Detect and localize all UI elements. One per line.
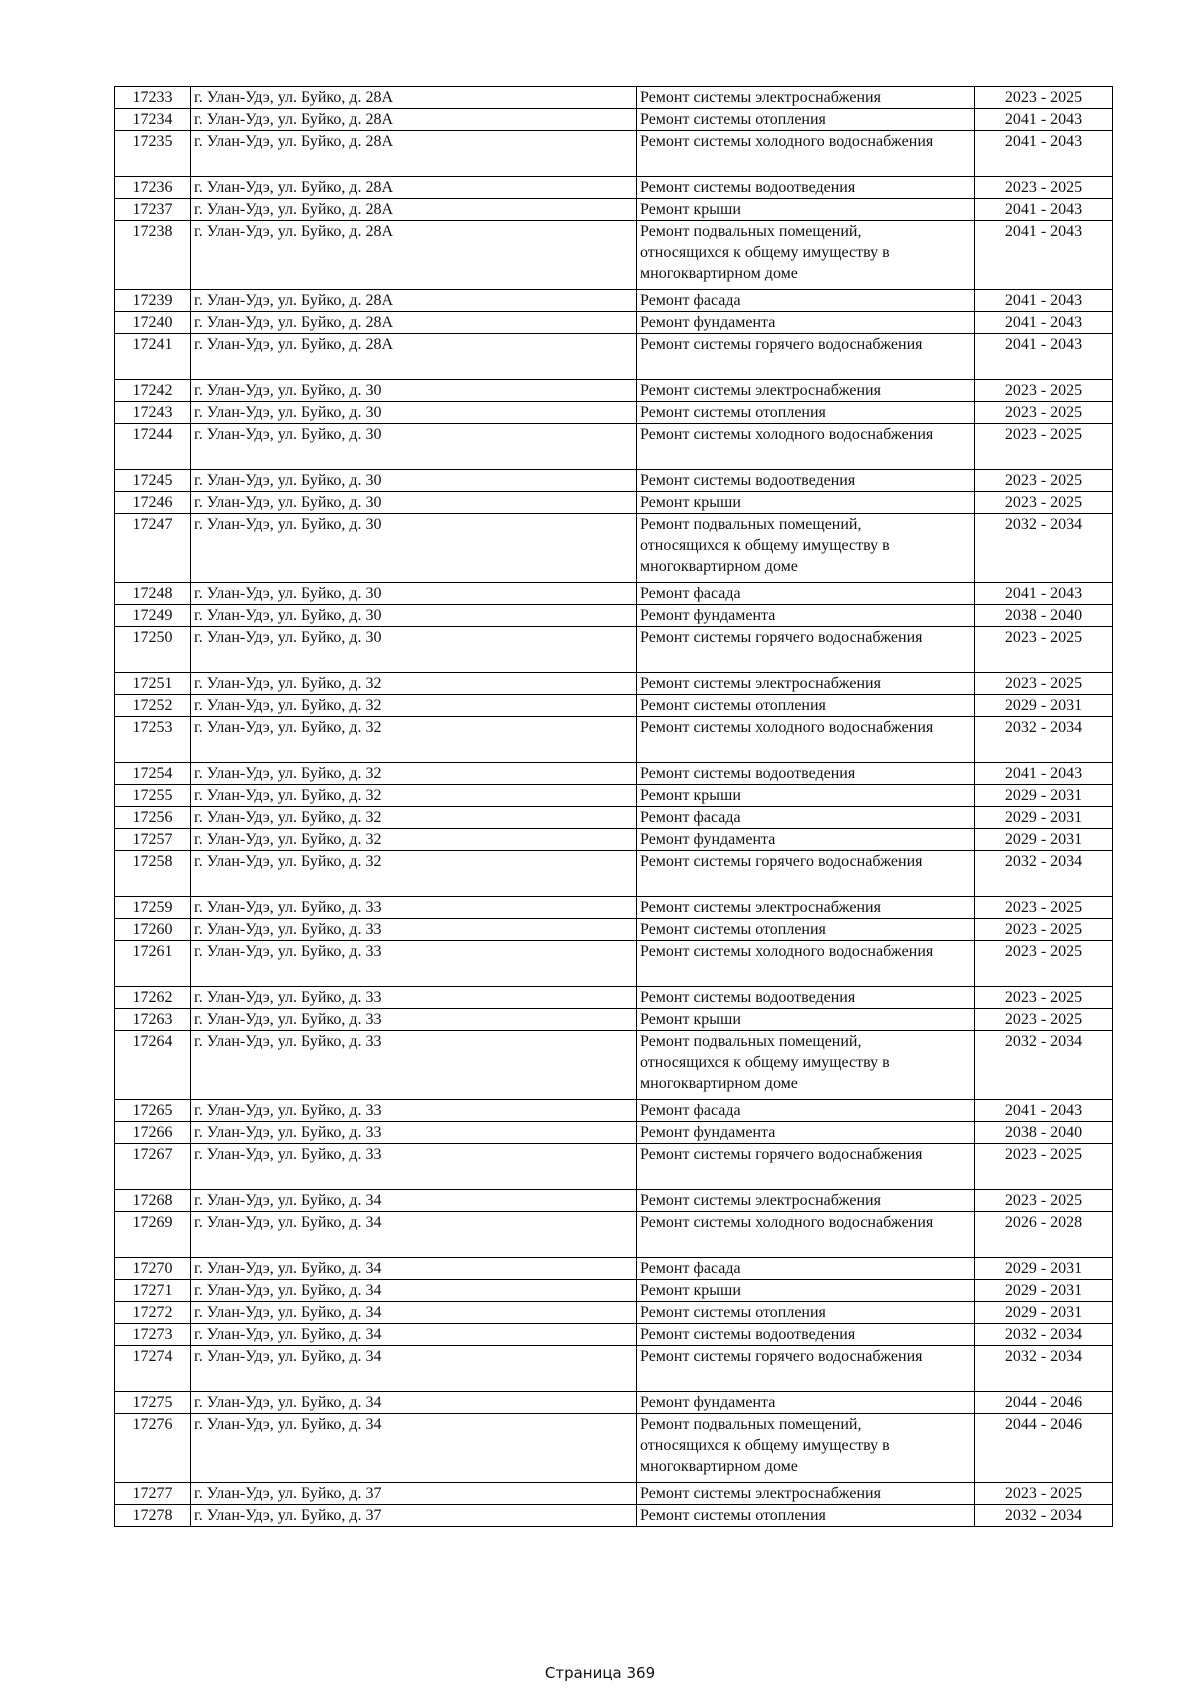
row-number-cell: 17254 — [115, 763, 191, 785]
period-cell: 2041 - 2043 — [975, 583, 1113, 605]
work-type-cell: Ремонт фундамента — [637, 829, 975, 851]
period-cell: 2044 - 2046 — [975, 1414, 1113, 1483]
table-row — [115, 221, 1113, 290]
table-row — [115, 605, 1113, 627]
row-number-cell: 17237 — [115, 199, 191, 221]
address-cell: г. Улан-Удэ, ул. Буйко, д. 30 — [191, 424, 637, 470]
work-type-cell: Ремонт системы электроснабжения — [637, 897, 975, 919]
period-cell: 2041 - 2043 — [975, 1100, 1113, 1122]
work-type-cell: Ремонт системы холодного водоснабжения — [637, 1212, 975, 1258]
work-type-cell: Ремонт крыши — [637, 199, 975, 221]
table-row — [115, 424, 1113, 470]
address-cell: г. Улан-Удэ, ул. Буйко, д. 30 — [191, 380, 637, 402]
table-row — [115, 1346, 1113, 1392]
period-cell: 2041 - 2043 — [975, 290, 1113, 312]
address-cell: г. Улан-Удэ, ул. Буйко, д. 30 — [191, 402, 637, 424]
address-cell: г. Улан-Удэ, ул. Буйко, д. 28А — [191, 109, 637, 131]
row-number-cell: 17233 — [115, 87, 191, 109]
table-row — [115, 829, 1113, 851]
table-row — [115, 1190, 1113, 1212]
table-row — [115, 1324, 1113, 1346]
period-cell: 2032 - 2034 — [975, 1505, 1113, 1527]
period-cell: 2023 - 2025 — [975, 1144, 1113, 1190]
row-number-cell: 17264 — [115, 1031, 191, 1100]
address-cell: г. Улан-Удэ, ул. Буйко, д. 32 — [191, 695, 637, 717]
work-type-cell: Ремонт фасада — [637, 290, 975, 312]
period-cell: 2041 - 2043 — [975, 221, 1113, 290]
work-type-cell: Ремонт системы электроснабжения — [637, 1190, 975, 1212]
address-cell: г. Улан-Удэ, ул. Буйко, д. 28А — [191, 312, 637, 334]
period-cell: 2023 - 2025 — [975, 1483, 1113, 1505]
work-type-cell: Ремонт подвальных помещений, относящихся к общему имуществу в многоквартирном доме — [637, 1031, 975, 1100]
period-cell: 2044 - 2046 — [975, 1392, 1113, 1414]
period-cell: 2041 - 2043 — [975, 199, 1113, 221]
table-row — [115, 290, 1113, 312]
work-type-cell: Ремонт системы отопления — [637, 1302, 975, 1324]
row-number-cell: 17253 — [115, 717, 191, 763]
address-cell: г. Улан-Удэ, ул. Буйко, д. 33 — [191, 1144, 637, 1190]
period-cell: 2023 - 2025 — [975, 627, 1113, 673]
row-number-cell: 17248 — [115, 583, 191, 605]
table-row — [115, 1212, 1113, 1258]
address-cell: г. Улан-Удэ, ул. Буйко, д. 33 — [191, 941, 637, 987]
row-number-cell: 17250 — [115, 627, 191, 673]
address-cell: г. Улан-Удэ, ул. Буйко, д. 37 — [191, 1483, 637, 1505]
work-type-cell: Ремонт крыши — [637, 785, 975, 807]
period-cell: 2023 - 2025 — [975, 87, 1113, 109]
table-row — [115, 717, 1113, 763]
address-cell: г. Улан-Удэ, ул. Буйко, д. 34 — [191, 1392, 637, 1414]
row-number-cell: 17268 — [115, 1190, 191, 1212]
address-cell: г. Улан-Удэ, ул. Буйко, д. 32 — [191, 763, 637, 785]
work-type-cell: Ремонт подвальных помещений, относящихся к общему имуществу в многоквартирном доме — [637, 514, 975, 583]
work-type-cell: Ремонт системы горячего водоснабжения — [637, 1144, 975, 1190]
address-cell: г. Улан-Удэ, ул. Буйко, д. 34 — [191, 1258, 637, 1280]
address-cell: г. Улан-Удэ, ул. Буйко, д. 34 — [191, 1414, 637, 1483]
address-cell: г. Улан-Удэ, ул. Буйко, д. 28А — [191, 177, 637, 199]
row-number-cell: 17245 — [115, 470, 191, 492]
work-type-cell: Ремонт системы холодного водоснабжения — [637, 424, 975, 470]
row-number-cell: 17256 — [115, 807, 191, 829]
period-cell: 2029 - 2031 — [975, 1302, 1113, 1324]
period-cell: 2023 - 2025 — [975, 402, 1113, 424]
row-number-cell: 17258 — [115, 851, 191, 897]
work-type-cell: Ремонт системы отопления — [637, 109, 975, 131]
row-number-cell: 17244 — [115, 424, 191, 470]
address-cell: г. Улан-Удэ, ул. Буйко, д. 34 — [191, 1302, 637, 1324]
table-row — [115, 1302, 1113, 1324]
address-cell: г. Улан-Удэ, ул. Буйко, д. 30 — [191, 492, 637, 514]
table-row — [115, 897, 1113, 919]
table-row — [115, 941, 1113, 987]
work-type-cell: Ремонт фундамента — [637, 1392, 975, 1414]
period-cell: 2023 - 2025 — [975, 1009, 1113, 1031]
row-number-cell: 17249 — [115, 605, 191, 627]
table-row — [115, 1100, 1113, 1122]
address-cell: г. Улан-Удэ, ул. Буйко, д. 34 — [191, 1190, 637, 1212]
work-type-cell: Ремонт системы отопления — [637, 695, 975, 717]
period-cell: 2029 - 2031 — [975, 807, 1113, 829]
period-cell: 2023 - 2025 — [975, 919, 1113, 941]
address-cell: г. Улан-Удэ, ул. Буйко, д. 30 — [191, 605, 637, 627]
work-type-cell: Ремонт фасада — [637, 807, 975, 829]
work-type-cell: Ремонт фасада — [637, 1100, 975, 1122]
row-number-cell: 17266 — [115, 1122, 191, 1144]
work-type-cell: Ремонт фундамента — [637, 1122, 975, 1144]
period-cell: 2041 - 2043 — [975, 763, 1113, 785]
row-number-cell: 17234 — [115, 109, 191, 131]
row-number-cell: 17272 — [115, 1302, 191, 1324]
period-cell: 2041 - 2043 — [975, 109, 1113, 131]
row-number-cell: 17252 — [115, 695, 191, 717]
work-type-cell: Ремонт системы горячего водоснабжения — [637, 627, 975, 673]
work-type-cell: Ремонт системы электроснабжения — [637, 1483, 975, 1505]
capital-repair-table — [114, 86, 1113, 1527]
work-type-cell: Ремонт системы электроснабжения — [637, 380, 975, 402]
row-number-cell: 17246 — [115, 492, 191, 514]
work-type-cell: Ремонт системы водоотведения — [637, 987, 975, 1009]
period-cell: 2032 - 2034 — [975, 851, 1113, 897]
table-row — [115, 199, 1113, 221]
period-cell: 2029 - 2031 — [975, 785, 1113, 807]
work-type-cell: Ремонт системы водоотведения — [637, 470, 975, 492]
address-cell: г. Улан-Удэ, ул. Буйко, д. 28А — [191, 131, 637, 177]
row-number-cell: 17247 — [115, 514, 191, 583]
table-row — [115, 177, 1113, 199]
row-number-cell: 17274 — [115, 1346, 191, 1392]
table-row — [115, 851, 1113, 897]
work-type-cell: Ремонт системы отопления — [637, 1505, 975, 1527]
row-number-cell: 17239 — [115, 290, 191, 312]
work-type-cell: Ремонт системы холодного водоснабжения — [637, 717, 975, 763]
period-cell: 2032 - 2034 — [975, 1324, 1113, 1346]
work-type-cell: Ремонт фасада — [637, 583, 975, 605]
table-row — [115, 402, 1113, 424]
period-cell: 2029 - 2031 — [975, 1280, 1113, 1302]
table-row — [115, 470, 1113, 492]
table-row — [115, 1505, 1113, 1527]
table-row — [115, 583, 1113, 605]
address-cell: г. Улан-Удэ, ул. Буйко, д. 33 — [191, 919, 637, 941]
address-cell: г. Улан-Удэ, ул. Буйко, д. 34 — [191, 1346, 637, 1392]
table-row — [115, 1122, 1113, 1144]
period-cell: 2023 - 2025 — [975, 470, 1113, 492]
row-number-cell: 17260 — [115, 919, 191, 941]
period-cell: 2026 - 2028 — [975, 1212, 1113, 1258]
period-cell: 2023 - 2025 — [975, 177, 1113, 199]
page-number: Страница 369 — [544, 1664, 656, 1682]
table-row — [115, 380, 1113, 402]
address-cell: г. Улан-Удэ, ул. Буйко, д. 30 — [191, 583, 637, 605]
period-cell: 2041 - 2043 — [975, 131, 1113, 177]
period-cell: 2029 - 2031 — [975, 829, 1113, 851]
period-cell: 2032 - 2034 — [975, 1346, 1113, 1392]
row-number-cell: 17276 — [115, 1414, 191, 1483]
row-number-cell: 17263 — [115, 1009, 191, 1031]
address-cell: г. Улан-Удэ, ул. Буйко, д. 32 — [191, 807, 637, 829]
address-cell: г. Улан-Удэ, ул. Буйко, д. 33 — [191, 1122, 637, 1144]
period-cell: 2032 - 2034 — [975, 1031, 1113, 1100]
work-type-cell: Ремонт системы холодного водоснабжения — [637, 941, 975, 987]
address-cell: г. Улан-Удэ, ул. Буйко, д. 28А — [191, 221, 637, 290]
table-row — [115, 312, 1113, 334]
period-cell: 2023 - 2025 — [975, 941, 1113, 987]
table-row — [115, 919, 1113, 941]
address-cell: г. Улан-Удэ, ул. Буйко, д. 33 — [191, 897, 637, 919]
table-row — [115, 1144, 1113, 1190]
address-cell: г. Улан-Удэ, ул. Буйко, д. 28А — [191, 334, 637, 380]
address-cell: г. Улан-Удэ, ул. Буйко, д. 34 — [191, 1212, 637, 1258]
period-cell: 2023 - 2025 — [975, 380, 1113, 402]
address-cell: г. Улан-Удэ, ул. Буйко, д. 34 — [191, 1324, 637, 1346]
period-cell: 2023 - 2025 — [975, 987, 1113, 1009]
period-cell: 2032 - 2034 — [975, 717, 1113, 763]
work-type-cell: Ремонт системы водоотведения — [637, 763, 975, 785]
row-number-cell: 17238 — [115, 221, 191, 290]
period-cell: 2041 - 2043 — [975, 334, 1113, 380]
address-cell: г. Улан-Удэ, ул. Буйко, д. 33 — [191, 1100, 637, 1122]
row-number-cell: 17261 — [115, 941, 191, 987]
work-type-cell: Ремонт фундамента — [637, 312, 975, 334]
address-cell: г. Улан-Удэ, ул. Буйко, д. 32 — [191, 673, 637, 695]
address-cell: г. Улан-Удэ, ул. Буйко, д. 30 — [191, 514, 637, 583]
row-number-cell: 17243 — [115, 402, 191, 424]
table-row — [115, 1258, 1113, 1280]
address-cell: г. Улан-Удэ, ул. Буйко, д. 33 — [191, 1009, 637, 1031]
period-cell: 2029 - 2031 — [975, 1258, 1113, 1280]
row-number-cell: 17236 — [115, 177, 191, 199]
table-row — [115, 492, 1113, 514]
row-number-cell: 17251 — [115, 673, 191, 695]
table-row — [115, 131, 1113, 177]
address-cell: г. Улан-Удэ, ул. Буйко, д. 34 — [191, 1280, 637, 1302]
table-row — [115, 807, 1113, 829]
row-number-cell: 17259 — [115, 897, 191, 919]
table-row — [115, 1392, 1113, 1414]
table-row — [115, 87, 1113, 109]
work-type-cell: Ремонт системы электроснабжения — [637, 673, 975, 695]
work-type-cell: Ремонт подвальных помещений, относящихся к общему имуществу в многоквартирном доме — [637, 1414, 975, 1483]
work-type-cell: Ремонт крыши — [637, 492, 975, 514]
address-cell: г. Улан-Удэ, ул. Буйко, д. 33 — [191, 987, 637, 1009]
address-cell: г. Улан-Удэ, ул. Буйко, д. 37 — [191, 1505, 637, 1527]
table-row — [115, 1483, 1113, 1505]
row-number-cell: 17255 — [115, 785, 191, 807]
row-number-cell: 17262 — [115, 987, 191, 1009]
row-number-cell: 17235 — [115, 131, 191, 177]
table-body — [115, 87, 1113, 1527]
table-row — [115, 1009, 1113, 1031]
work-type-cell: Ремонт системы отопления — [637, 402, 975, 424]
row-number-cell: 17270 — [115, 1258, 191, 1280]
address-cell: г. Улан-Удэ, ул. Буйко, д. 32 — [191, 851, 637, 897]
address-cell: г. Улан-Удэ, ул. Буйко, д. 32 — [191, 829, 637, 851]
table-row — [115, 334, 1113, 380]
row-number-cell: 17240 — [115, 312, 191, 334]
row-number-cell: 17273 — [115, 1324, 191, 1346]
work-type-cell: Ремонт подвальных помещений, относящихся к общему имуществу в многоквартирном доме — [637, 221, 975, 290]
work-type-cell: Ремонт крыши — [637, 1009, 975, 1031]
work-type-cell: Ремонт системы горячего водоснабжения — [637, 851, 975, 897]
work-type-cell: Ремонт системы горячего водоснабжения — [637, 1346, 975, 1392]
table-row — [115, 1414, 1113, 1483]
period-cell: 2023 - 2025 — [975, 424, 1113, 470]
table-row — [115, 785, 1113, 807]
table-row — [115, 627, 1113, 673]
period-cell: 2032 - 2034 — [975, 514, 1113, 583]
row-number-cell: 17267 — [115, 1144, 191, 1190]
row-number-cell: 17271 — [115, 1280, 191, 1302]
period-cell: 2038 - 2040 — [975, 1122, 1113, 1144]
table-row — [115, 673, 1113, 695]
row-number-cell: 17241 — [115, 334, 191, 380]
period-cell: 2023 - 2025 — [975, 673, 1113, 695]
address-cell: г. Улан-Удэ, ул. Буйко, д. 30 — [191, 470, 637, 492]
work-type-cell: Ремонт системы водоотведения — [637, 1324, 975, 1346]
table-row — [115, 1031, 1113, 1100]
address-cell: г. Улан-Удэ, ул. Буйко, д. 28А — [191, 199, 637, 221]
work-type-cell: Ремонт системы водоотведения — [637, 177, 975, 199]
table-row — [115, 763, 1113, 785]
table-row — [115, 514, 1113, 583]
period-cell: 2038 - 2040 — [975, 605, 1113, 627]
address-cell: г. Улан-Удэ, ул. Буйко, д. 28А — [191, 290, 637, 312]
work-type-cell: Ремонт системы отопления — [637, 919, 975, 941]
address-cell: г. Улан-Удэ, ул. Буйко, д. 30 — [191, 627, 637, 673]
period-cell: 2029 - 2031 — [975, 695, 1113, 717]
row-number-cell: 17269 — [115, 1212, 191, 1258]
period-cell: 2041 - 2043 — [975, 312, 1113, 334]
period-cell: 2023 - 2025 — [975, 492, 1113, 514]
row-number-cell: 17257 — [115, 829, 191, 851]
row-number-cell: 17277 — [115, 1483, 191, 1505]
work-type-cell: Ремонт системы горячего водоснабжения — [637, 334, 975, 380]
work-type-cell: Ремонт системы электроснабжения — [637, 87, 975, 109]
address-cell: г. Улан-Удэ, ул. Буйко, д. 33 — [191, 1031, 637, 1100]
work-type-cell: Ремонт крыши — [637, 1280, 975, 1302]
work-type-cell: Ремонт фундамента — [637, 605, 975, 627]
address-cell: г. Улан-Удэ, ул. Буйко, д. 32 — [191, 717, 637, 763]
row-number-cell: 17242 — [115, 380, 191, 402]
row-number-cell: 17275 — [115, 1392, 191, 1414]
row-number-cell: 17278 — [115, 1505, 191, 1527]
row-number-cell: 17265 — [115, 1100, 191, 1122]
work-type-cell: Ремонт системы холодного водоснабжения — [637, 131, 975, 177]
table-row — [115, 109, 1113, 131]
address-cell: г. Улан-Удэ, ул. Буйко, д. 28А — [191, 87, 637, 109]
table-row — [115, 1280, 1113, 1302]
work-type-cell: Ремонт фасада — [637, 1258, 975, 1280]
period-cell: 2023 - 2025 — [975, 1190, 1113, 1212]
address-cell: г. Улан-Удэ, ул. Буйко, д. 32 — [191, 785, 637, 807]
table-row — [115, 695, 1113, 717]
period-cell: 2023 - 2025 — [975, 897, 1113, 919]
table-row — [115, 987, 1113, 1009]
